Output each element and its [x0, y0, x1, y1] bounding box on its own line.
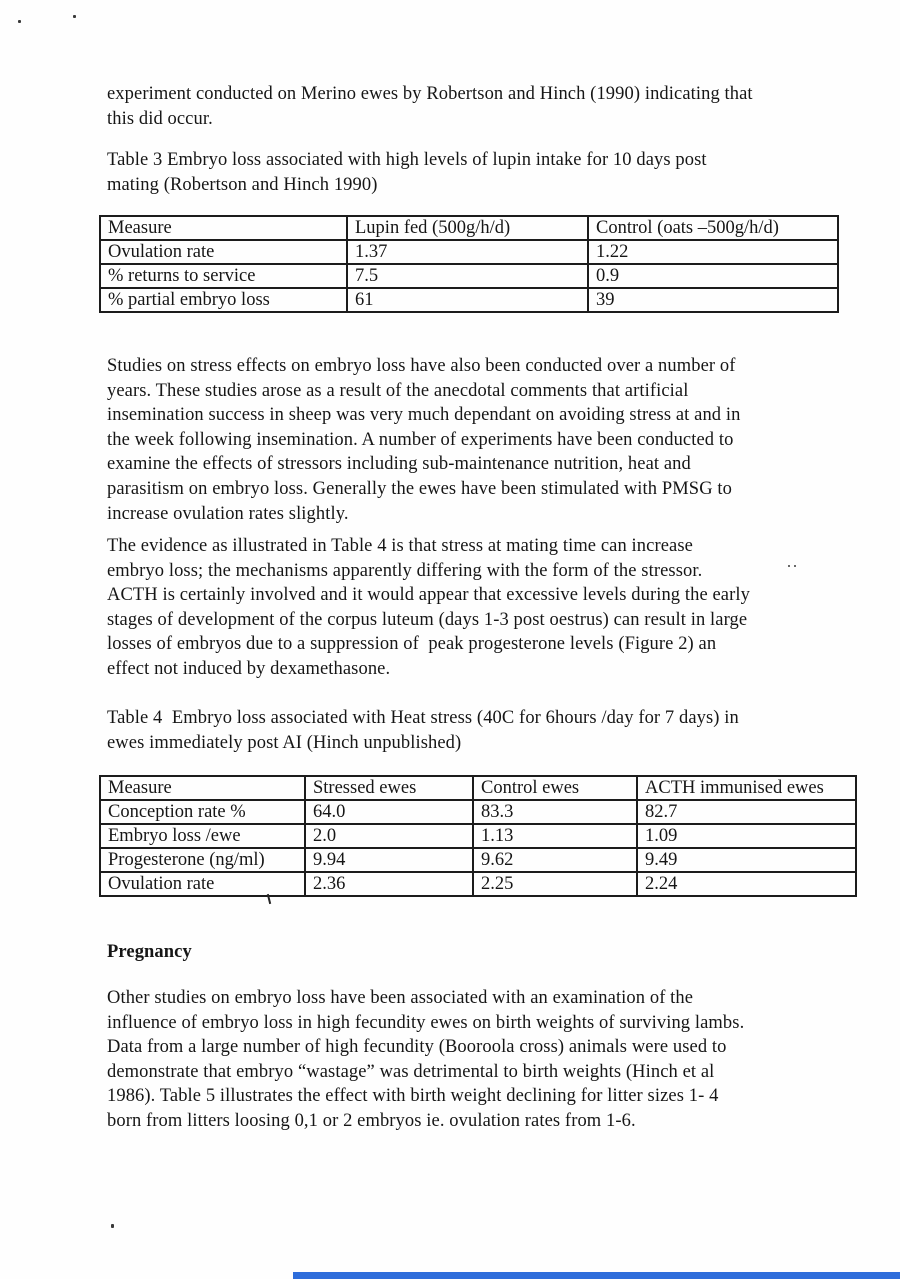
table-cell: Embryo loss /ewe — [100, 824, 305, 848]
table-header-row — [100, 216, 838, 240]
table-cell: 2.0 — [305, 824, 473, 848]
table3-embryo-loss-lupin — [99, 215, 839, 313]
text-line: ACTH is certainly involved and it would appear that excessive levels during the early — [107, 585, 750, 606]
table-row — [100, 288, 838, 312]
scan-speck — [18, 20, 21, 23]
table-cell: 9.62 — [473, 848, 637, 872]
text-line: losses of embryos due to a suppression of peak progesterone levels (Figure 2) an — [107, 634, 717, 655]
paragraph-stress-studies — [107, 354, 740, 526]
paragraph-intro — [107, 82, 753, 131]
table-cell: 0.9 — [588, 264, 838, 288]
table-cell: 9.94 — [305, 848, 473, 872]
table-cell: % partial embryo loss — [100, 288, 347, 312]
text-line: experiment conducted on Merino ewes by Robertson and Hinch (1990) indicating that — [107, 84, 753, 104]
table-cell: 2.25 — [473, 872, 637, 896]
text-line: increase ovulation rates slightly. — [107, 503, 349, 524]
column-header: Stressed ewes — [305, 776, 473, 800]
column-header: Control ewes — [473, 776, 637, 800]
text-line: embryo loss; the mechanisms apparently differing with the form of the stressor. — [107, 560, 703, 581]
table4-caption — [107, 706, 739, 755]
text-line: The evidence as illustrated in Table 4 is that stress at mating time can increase — [107, 536, 693, 556]
text-line: stages of development of the corpus luteum (days 1-3 post oestrus) can result in large — [107, 609, 748, 630]
table-cell: 7.5 — [347, 264, 588, 288]
table3-caption — [107, 148, 707, 197]
table-header-row — [100, 776, 856, 800]
text-line: this did occur. — [107, 108, 213, 129]
table-cell: 1.37 — [347, 240, 588, 264]
text-line: years. These studies arose as a result of the anecdotal comments that artificial — [107, 380, 689, 401]
text-line: parasitism on embryo loss. Generally the ewes have been stimulated with PMSG to — [107, 478, 732, 499]
table-cell: Ovulation rate — [100, 872, 305, 896]
column-header: Lupin fed (500g/h/d) — [347, 216, 588, 240]
table-row — [100, 848, 856, 872]
text-line: born from litters loosing 0,1 or 2 embryos ie. ovulation rates from 1-6. — [107, 1110, 636, 1131]
table-cell: 1.22 — [588, 240, 838, 264]
column-header: Measure — [100, 776, 305, 800]
paragraph-evidence — [107, 534, 750, 682]
text-line: Other studies on embryo loss have been associated with an examination of the — [107, 988, 694, 1008]
text-line: mating (Robertson and Hinch 1990) — [107, 174, 378, 195]
table-cell: 82.7 — [637, 800, 856, 824]
table-row — [100, 800, 856, 824]
table-cell: Progesterone (ng/ml) — [100, 848, 305, 872]
text-line: Studies on stress effects on embryo loss have also been conducted over a number of — [107, 356, 736, 376]
table-cell: 1.13 — [473, 824, 637, 848]
column-header: ACTH immunised ewes — [637, 776, 856, 800]
bottom-blue-bar — [293, 1272, 900, 1279]
text-line: Table 4 Embryo loss associated with Heat stress (40C for 6hours /day for 7 days) in — [107, 708, 739, 728]
scan-speck — [73, 15, 76, 18]
text-line: Data from a large number of high fecundity (Booroola cross) animals were used to — [107, 1037, 727, 1058]
text-line: Table 3 Embryo loss associated with high levels of lupin intake for 10 days post — [107, 150, 707, 170]
paragraph-pregnancy — [107, 986, 744, 1134]
table-cell: 39 — [588, 288, 838, 312]
table-cell: 2.36 — [305, 872, 473, 896]
table-row — [100, 240, 838, 264]
table-cell: Conception rate % — [100, 800, 305, 824]
scan-speck — [788, 565, 790, 567]
text-line: demonstrate that embryo “wastage” was detrimental to birth weights (Hinch et al — [107, 1061, 715, 1082]
text-line: 1986). Table 5 illustrates the effect with birth weight declining for litter sizes 1- 4 — [107, 1086, 719, 1107]
table-cell: 64.0 — [305, 800, 473, 824]
table-cell: 9.49 — [637, 848, 856, 872]
text-line: ewes immediately post AI (Hinch unpublished) — [107, 732, 462, 753]
table4-embryo-loss-heat-stress — [99, 775, 857, 897]
table-cell: Ovulation rate — [100, 240, 347, 264]
scan-speck — [794, 565, 796, 567]
table-cell: 1.09 — [637, 824, 856, 848]
text-line: insemination success in sheep was very much dependant on avoiding stress at and in — [107, 405, 741, 426]
text-line: the week following insemination. A number of experiments have been conducted to — [107, 429, 734, 450]
table-cell: % returns to service — [100, 264, 347, 288]
table-row — [100, 872, 856, 896]
column-header: Measure — [100, 216, 347, 240]
table-cell: 61 — [347, 288, 588, 312]
pregnancy-heading — [107, 940, 192, 965]
column-header: Control (oats –500g/h/d) — [588, 216, 838, 240]
table-row — [100, 824, 856, 848]
table-row — [100, 264, 838, 288]
heading-text: Pregnancy — [107, 942, 192, 962]
text-line: influence of embryo loss in high fecundity ewes on birth weights of surviving lambs. — [107, 1012, 745, 1033]
text-line: examine the effects of stressors including sub-maintenance nutrition, heat and — [107, 454, 691, 475]
table-cell: 83.3 — [473, 800, 637, 824]
table-cell: 2.24 — [637, 872, 856, 896]
text-line: effect not induced by dexamethasone. — [107, 658, 391, 679]
scan-speck — [111, 1224, 114, 1228]
